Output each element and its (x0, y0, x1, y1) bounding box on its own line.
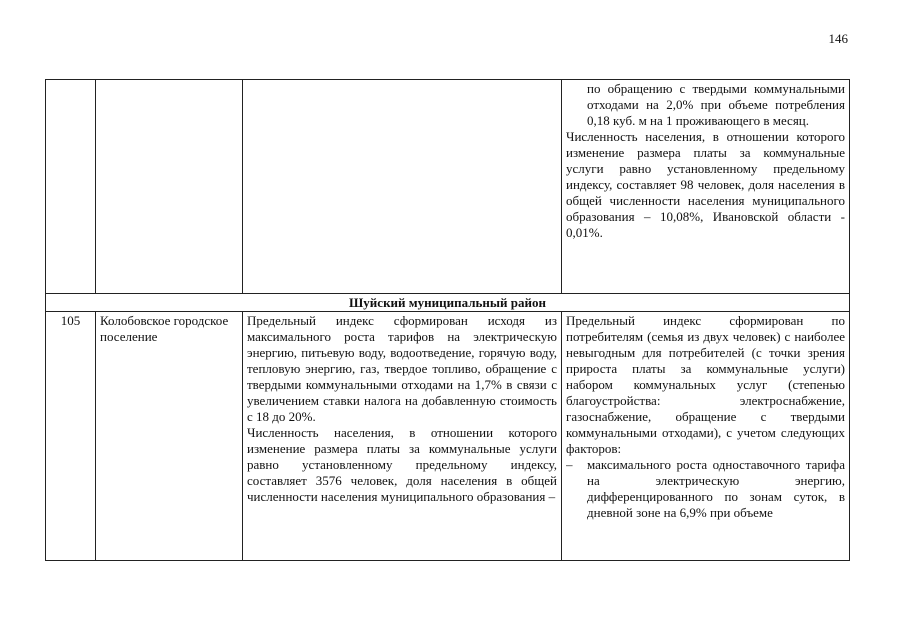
index-basis-text: Предельный индекс сформирован исходя из максимального роста тарифов на электрическую энергию, питьевую воду, водоотведение, горячую воду, тепловую энергию, газ, твердое топливо, обращение с твердыми коммунальными отходами на 1,7% в связи с увеличением ставки налога на добавленную стоимость с 18 до 20%. (247, 313, 557, 424)
consumer-intro-text: Предельный индекс сформирован по потребителям (семья из двух человек) с наиболее невыгодным для потребителей (с точки зрения прироста платы за коммунальные услуги) набором коммунальных услуг (степенью благоустройства: электроснабжение, газоснабжение, обращение с твердыми коммунальными отходами), с учетом следующих факторов: (566, 313, 845, 456)
cell-municipality-empty (96, 80, 243, 294)
population-text: Численность населения, в отношении которого изменение размера платы за коммунальные услуги равно установленному предельному индексу, составляет 98 человек, доля населения в общей численности населения муниципального образования – 10,08%, Ивановской области - 0,01%. (566, 129, 845, 240)
municipality-name: Колобовское городское поселение (96, 312, 243, 561)
cell-index-basis (243, 312, 562, 561)
section-header-row (46, 294, 850, 312)
dash-marker: – (566, 457, 573, 472)
bullet-tail-text: по обращению с твердыми коммунальными отходами на 2,0% при объеме потребления 0,18 куб. м на 1 проживающего в месяц. (587, 81, 845, 128)
cell-number-empty (46, 80, 96, 294)
cell-consumer-factors-continued (562, 80, 850, 294)
factor-list-continued (566, 81, 845, 129)
row-number: 105 (46, 312, 96, 561)
factor-text: максимального роста одноставочного тарифа на электрическую энергию, дифференцированного по зонам суток, в дневной зоне на 6,9% при объеме (587, 457, 845, 520)
page-number: 146 (828, 31, 848, 46)
population-text: Численность населения, в отношении которого изменение размера платы за коммунальные услуги равно установленному предельному индексу, составляет 3576 человек, доля населения в общей численности населения муниципального образования – (247, 425, 557, 504)
list-item (566, 457, 845, 521)
cell-index-basis-empty (243, 80, 562, 294)
list-item (566, 81, 845, 129)
table-row-continued (46, 80, 850, 294)
factor-list (566, 457, 845, 521)
tariff-index-table (45, 79, 850, 561)
section-title: Шуйский муниципальный район (46, 294, 850, 312)
cell-consumer-factors (562, 312, 850, 561)
table-row-105 (46, 312, 850, 561)
